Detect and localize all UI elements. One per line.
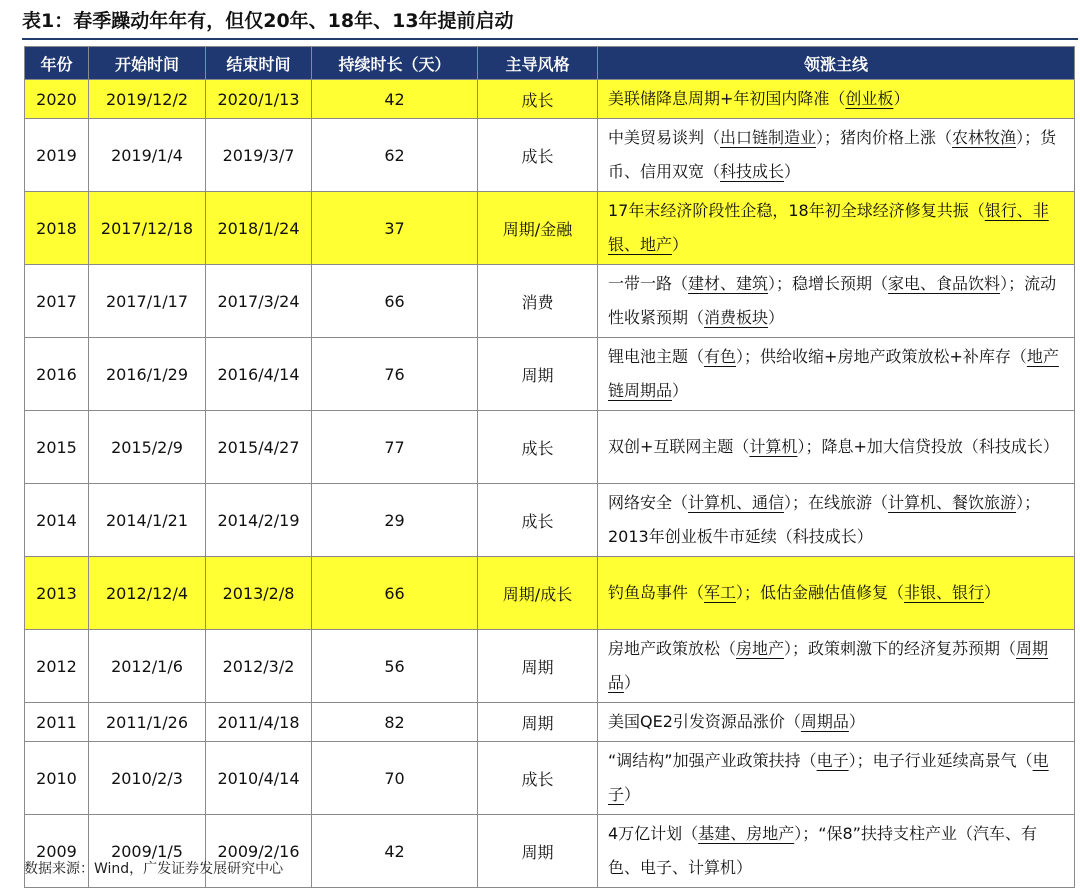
theme-text: 一带一路（ xyxy=(608,274,689,293)
theme-text: “调结构”加强产业政策扶持（ xyxy=(608,751,817,770)
cell-end: 2015/4/27 xyxy=(206,411,312,484)
theme-sector-underlined: 非银、银行 xyxy=(904,583,985,602)
theme-text: ） xyxy=(893,89,910,108)
cell-style: 消费 xyxy=(478,265,598,338)
cell-year: 2010 xyxy=(25,742,89,815)
table-row xyxy=(25,338,1075,411)
table-row xyxy=(25,119,1075,192)
theme-text: 17年末经济阶段性企稳，18年初全球经济修复共振（ xyxy=(608,201,985,220)
title-rule xyxy=(22,38,1078,40)
table-row xyxy=(25,742,1075,815)
cell-duration: 42 xyxy=(312,80,478,119)
theme-sector-underlined: 消费板块 xyxy=(704,308,769,327)
theme-text: ）；流动性收紧预期（ xyxy=(608,274,1057,327)
theme-sector-underlined: 建材、建筑 xyxy=(688,274,769,293)
theme-text: ）；“保8”扶持支柱产业（汽车、有色、电子、计算机） xyxy=(608,824,1037,877)
cell-duration: 70 xyxy=(312,742,478,815)
cell-start: 2017/12/18 xyxy=(89,192,206,265)
table-row xyxy=(25,630,1075,703)
cell-end: 2020/1/13 xyxy=(206,80,312,119)
source-note: 数据来源：Wind，广发证券发展研究中心 xyxy=(24,861,284,877)
cell-theme xyxy=(598,557,1075,630)
cell-start: 2010/2/3 xyxy=(89,742,206,815)
cell-end: 2018/1/24 xyxy=(206,192,312,265)
theme-text: 房地产政策放松（ xyxy=(608,639,737,658)
theme-text: ）；2013年创业板牛市延续（科技成长） xyxy=(608,493,1041,546)
cell-end: 2017/3/24 xyxy=(206,265,312,338)
theme-sector-underlined: 计算机、通信 xyxy=(688,493,785,512)
theme-text: ）；供给收缩+房地产政策放松+补库存（ xyxy=(736,347,1027,366)
theme-sector-underlined: 电子 xyxy=(816,751,849,770)
theme-text: ） xyxy=(624,785,641,804)
theme-text: ） xyxy=(784,162,801,181)
cell-end: 2011/4/18 xyxy=(206,703,312,742)
cell-style: 成长 xyxy=(478,484,598,557)
cell-theme xyxy=(598,80,1075,119)
cell-theme xyxy=(598,338,1075,411)
header-duration: 持续时长（天） xyxy=(312,47,478,80)
cell-start: 2019/12/2 xyxy=(89,80,206,119)
cell-end: 2014/2/19 xyxy=(206,484,312,557)
header-start: 开始时间 xyxy=(89,47,206,80)
theme-sector-underlined: 周期品 xyxy=(608,639,1049,692)
cell-duration: 66 xyxy=(312,557,478,630)
theme-sector-underlined: 计算机、餐饮旅游 xyxy=(888,493,1017,512)
cell-year: 2017 xyxy=(25,265,89,338)
theme-sector-underlined: 军工 xyxy=(704,583,737,602)
table-row xyxy=(25,192,1075,265)
theme-text: ） xyxy=(672,381,689,400)
cell-style: 周期 xyxy=(478,630,598,703)
cell-duration: 42 xyxy=(312,815,478,888)
cell-year: 2014 xyxy=(25,484,89,557)
theme-text: ） xyxy=(624,673,641,692)
theme-sector-underlined: 电子 xyxy=(608,751,1049,804)
theme-text: 中美贸易谈判（ xyxy=(608,128,721,147)
cell-start: 2015/2/9 xyxy=(89,411,206,484)
data-table xyxy=(24,46,1075,888)
cell-duration: 82 xyxy=(312,703,478,742)
theme-sector-underlined: 周期品 xyxy=(800,712,849,731)
cell-end: 2009/2/16 xyxy=(206,815,312,888)
cell-duration: 76 xyxy=(312,338,478,411)
cell-end: 2016/4/14 xyxy=(206,338,312,411)
cell-end: 2012/3/2 xyxy=(206,630,312,703)
theme-sector-underlined: 有色 xyxy=(704,347,737,366)
cell-year: 2011 xyxy=(25,703,89,742)
theme-sector-underlined: 地产链周期品 xyxy=(608,347,1059,400)
cell-theme xyxy=(598,742,1075,815)
theme-sector-underlined: 科技成长 xyxy=(720,162,785,181)
theme-text: 美联储降息周期+年初国内降准（ xyxy=(608,89,846,108)
cell-start: 2012/1/6 xyxy=(89,630,206,703)
table-title: 表1：春季躁动年年有，但仅20年、18年、13年提前启动 xyxy=(22,10,514,32)
theme-sector-underlined: 农林牧渔 xyxy=(952,128,1017,147)
header-style: 主导风格 xyxy=(478,47,598,80)
theme-text: ） xyxy=(672,235,689,254)
theme-text: 网络安全（ xyxy=(608,493,689,512)
cell-theme xyxy=(598,703,1075,742)
cell-start: 2016/1/29 xyxy=(89,338,206,411)
cell-duration: 62 xyxy=(312,119,478,192)
cell-style: 成长 xyxy=(478,80,598,119)
cell-theme xyxy=(598,630,1075,703)
cell-start: 2011/1/26 xyxy=(89,703,206,742)
theme-text: ）；猪肉价格上涨（ xyxy=(816,128,953,147)
theme-text: ）；稳增长预期（ xyxy=(768,274,889,293)
cell-duration: 66 xyxy=(312,265,478,338)
cell-year: 2020 xyxy=(25,80,89,119)
cell-theme xyxy=(598,484,1075,557)
theme-text: ）；货币、信用双宽（ xyxy=(608,128,1057,181)
cell-style: 周期/金融 xyxy=(478,192,598,265)
cell-style: 成长 xyxy=(478,119,598,192)
cell-theme xyxy=(598,815,1075,888)
cell-end: 2013/2/8 xyxy=(206,557,312,630)
table-row xyxy=(25,80,1075,119)
header-end: 结束时间 xyxy=(206,47,312,80)
cell-year: 2012 xyxy=(25,630,89,703)
theme-text: 双创+互联网主题（ xyxy=(608,437,750,456)
cell-start: 2012/12/4 xyxy=(89,557,206,630)
cell-duration: 37 xyxy=(312,192,478,265)
cell-start: 2019/1/4 xyxy=(89,119,206,192)
cell-end: 2019/3/7 xyxy=(206,119,312,192)
table-row xyxy=(25,265,1075,338)
header-theme: 领涨主线 xyxy=(598,47,1075,80)
theme-text: ）；低估金融估值修复（ xyxy=(736,583,905,602)
theme-sector-underlined: 基建、房地产 xyxy=(698,824,795,843)
cell-theme xyxy=(598,411,1075,484)
theme-text: 美国QE2引发资源品涨价（ xyxy=(608,712,801,731)
cell-year: 2019 xyxy=(25,119,89,192)
cell-style: 周期 xyxy=(478,815,598,888)
cell-theme xyxy=(598,265,1075,338)
theme-text: 钓鱼岛事件（ xyxy=(608,583,705,602)
theme-text: ）；降息+加大信贷投放（科技成长） xyxy=(797,437,1059,456)
cell-year: 2013 xyxy=(25,557,89,630)
cell-style: 周期 xyxy=(478,338,598,411)
theme-text: ）；电子行业延续高景气（ xyxy=(848,751,1033,770)
cell-theme xyxy=(598,192,1075,265)
header-year: 年份 xyxy=(25,47,89,80)
theme-sector-underlined: 银行、非银、地产 xyxy=(608,201,1049,254)
theme-text: ）；在线旅游（ xyxy=(784,493,889,512)
theme-sector-underlined: 家电、食品饮料 xyxy=(888,274,1001,293)
cell-year: 2016 xyxy=(25,338,89,411)
table-row xyxy=(25,484,1075,557)
theme-text: ） xyxy=(984,583,1001,602)
theme-text: ） xyxy=(768,308,785,327)
cell-start: 2014/1/21 xyxy=(89,484,206,557)
theme-text: ） xyxy=(848,712,865,731)
cell-end: 2010/4/14 xyxy=(206,742,312,815)
table-row xyxy=(25,557,1075,630)
theme-sector-underlined: 房地产 xyxy=(736,639,785,658)
cell-style: 成长 xyxy=(478,411,598,484)
table-row xyxy=(25,703,1075,742)
cell-duration: 77 xyxy=(312,411,478,484)
table-body xyxy=(25,80,1075,888)
theme-text: 4万亿计划（ xyxy=(608,824,699,843)
cell-start: 2017/1/17 xyxy=(89,265,206,338)
theme-text: ）；政策刺激下的经济复苏预期（ xyxy=(784,639,1017,658)
theme-text: 锂电池主题（ xyxy=(608,347,705,366)
cell-style: 周期/成长 xyxy=(478,557,598,630)
cell-year: 2009 xyxy=(25,815,89,888)
cell-start: 2009/1/5 xyxy=(89,815,206,888)
theme-sector-underlined: 创业板 xyxy=(845,89,894,108)
cell-style: 周期 xyxy=(478,703,598,742)
theme-sector-underlined: 计算机 xyxy=(749,437,798,456)
table-row xyxy=(25,411,1075,484)
header-row xyxy=(25,47,1075,80)
cell-duration: 29 xyxy=(312,484,478,557)
cell-year: 2018 xyxy=(25,192,89,265)
theme-sector-underlined: 出口链制造业 xyxy=(720,128,817,147)
cell-theme xyxy=(598,119,1075,192)
cell-year: 2015 xyxy=(25,411,89,484)
cell-duration: 56 xyxy=(312,630,478,703)
cell-style: 成长 xyxy=(478,742,598,815)
